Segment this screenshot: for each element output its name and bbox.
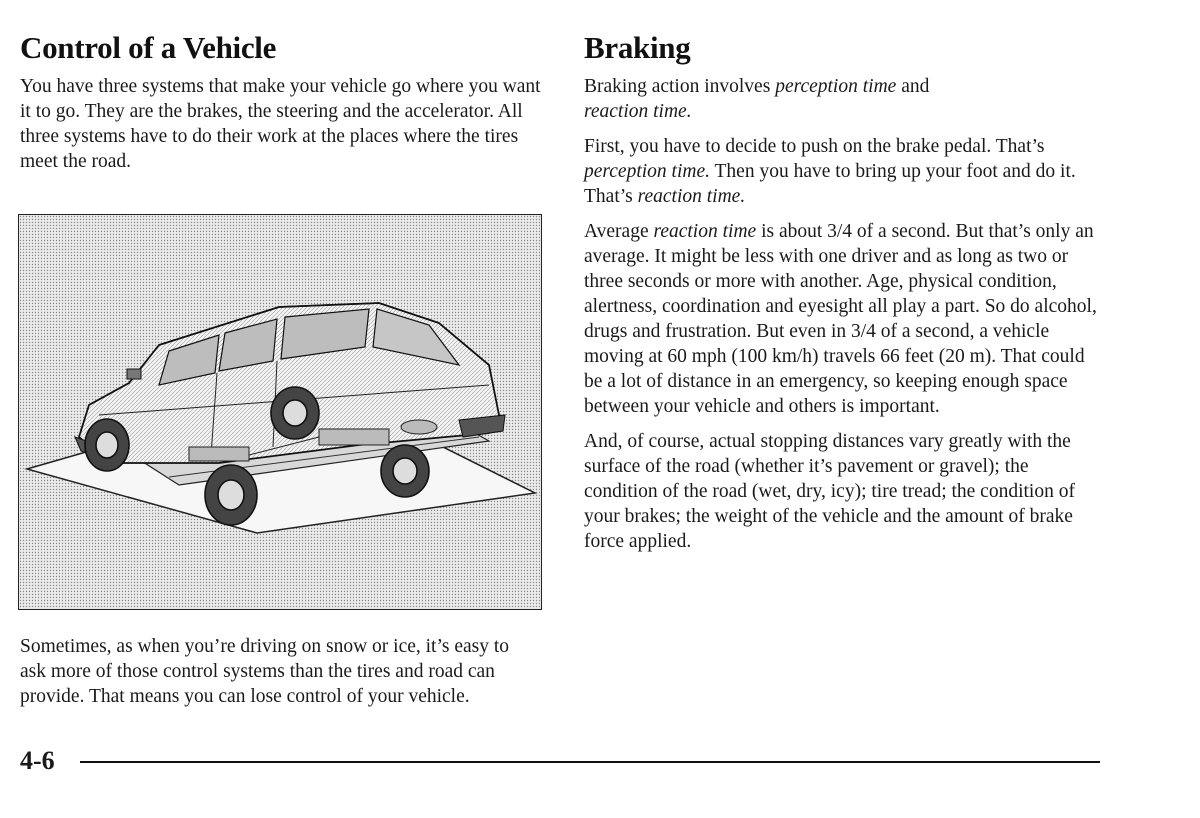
loss-of-control-paragraph: Sometimes, as when you’re driving on snow or ice, it’s easy to ask more of those control systems than the tires and road can provide. That means you can lose control of your vehicle. (20, 636, 510, 707)
text-run: is about 3/4 of a second. But that’s only an average. It might be less with one driver and as long as two or three seconds or more with another. Age, physical condition, alertness, coordination and eyesight all play a part. So do alcohol, drugs and frustration. But even in 3/4 of a second, a vehicle moving at 60 mph (100 km/h) travels 66 feet (20 m). That could be a lot of distance in an emergency, so keeping enough space between your vehicle and others is important. (584, 221, 1097, 417)
left-column (20, 30, 550, 174)
braking-paragraph-1 (584, 74, 1104, 124)
footer-rule (80, 761, 1100, 763)
heading-control-of-vehicle: Control of a Vehicle (20, 30, 277, 65)
italic-term: perception time. (584, 161, 710, 182)
italic-term: perception time (775, 76, 897, 97)
italic-term: reaction time (653, 221, 757, 242)
page-number: 4-6 (20, 746, 55, 775)
text-run: Average (584, 221, 654, 242)
van-on-platform-drawing (19, 215, 540, 608)
right-column (584, 30, 1104, 564)
italic-term: reaction time. (637, 186, 746, 207)
braking-paragraph-2 (584, 134, 1104, 209)
italic-term: reaction time. (584, 101, 692, 122)
braking-paragraph-3 (584, 219, 1104, 419)
text-run: Then you have to bring up your foot and do it. That’s (584, 161, 1076, 207)
heading-braking: Braking (584, 30, 691, 65)
text-run: First, you have to decide to push on the brake pedal. That’s (584, 136, 1045, 157)
text-run: and (896, 76, 930, 97)
intro-paragraph: You have three systems that make your vehicle go where you want it to go. They are the brakes, the steering and the accelerator. All three systems have to do their work at the places where the tires meet the road. (20, 76, 541, 172)
braking-paragraph-4: And, of course, actual stopping distances vary greatly with the surface of the road (whether it’s pavement or gravel); the condition of the road (wet, dry, icy); tire tread; the condition of your brakes; the weight of the vehicle and the amount of brake force applied. (584, 431, 1075, 552)
loss-of-control-paragraph-block (20, 634, 535, 709)
vehicle-illustration (18, 214, 542, 610)
text-run: Braking action involves (584, 76, 776, 97)
